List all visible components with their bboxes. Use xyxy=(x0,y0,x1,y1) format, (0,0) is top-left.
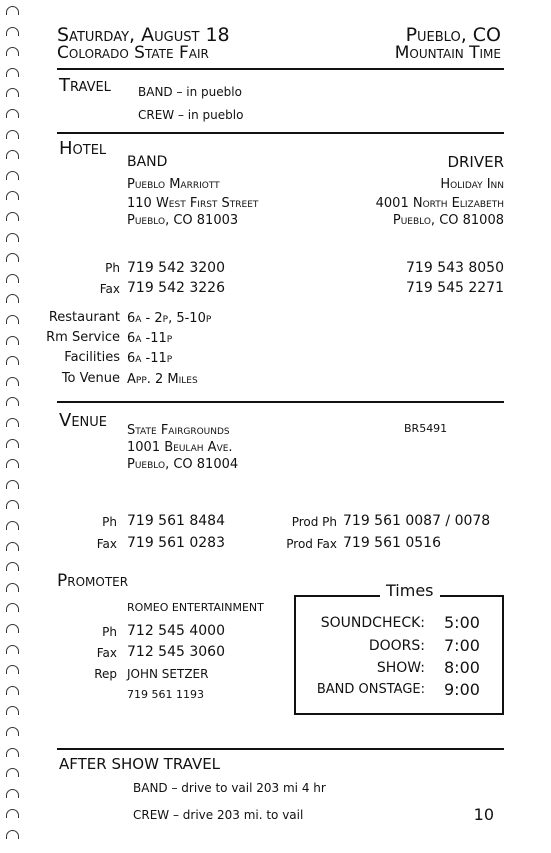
hotel-driver-phone: 719 543 8050 xyxy=(406,260,504,276)
spiral-ring xyxy=(6,150,19,159)
spiral-ring xyxy=(6,418,19,427)
spiral-ring xyxy=(6,6,19,15)
venue-prod-fax-label: Prod Fax xyxy=(286,537,337,551)
spiral-ring xyxy=(6,336,19,345)
promoter-fax: 712 545 3060 xyxy=(127,644,225,660)
spiral-ring xyxy=(6,212,19,221)
hotel-band-header: BAND xyxy=(127,154,168,170)
spiral-ring xyxy=(6,47,19,56)
hotel-rm-service-hours: 6a -11p xyxy=(127,331,173,346)
venue-title: Venue xyxy=(59,410,107,431)
hotel-band-fax: 719 542 3226 xyxy=(127,280,225,296)
spiral-ring xyxy=(6,727,19,736)
venue-prod-ph-label: Prod Ph xyxy=(291,515,337,529)
travel-crew: CREW – in pueblo xyxy=(138,108,244,122)
spiral-ring xyxy=(6,809,19,818)
spiral-ring xyxy=(6,397,19,406)
spiral-ring xyxy=(6,294,19,303)
venue-address: 1001 Beulah Ave. xyxy=(127,440,233,455)
travel-divider xyxy=(57,132,504,134)
spiral-ring xyxy=(6,253,19,262)
travel-title: Travel xyxy=(59,75,111,96)
band-onstage-label: BAND ONSTAGE: xyxy=(316,682,425,697)
hotel-driver-address: 4001 North Elizabeth xyxy=(375,196,504,211)
spiral-ring xyxy=(6,68,19,77)
header-date: Saturday, August 18 xyxy=(57,24,230,46)
spiral-ring xyxy=(6,830,19,839)
header-divider xyxy=(57,68,504,70)
hotel-band-phone: 719 542 3200 xyxy=(127,260,225,276)
spiral-ring xyxy=(6,480,19,489)
spiral-binding xyxy=(6,0,26,853)
page-number: 10 xyxy=(473,805,494,824)
soundcheck-time: 5:00 xyxy=(444,613,480,632)
header-timezone: Mountain Time xyxy=(394,43,501,63)
spiral-ring xyxy=(6,315,19,324)
spiral-ring xyxy=(6,624,19,633)
promoter-ph-label: Ph xyxy=(102,625,117,639)
hotel-to-venue-distance: App. 2 Miles xyxy=(127,372,198,387)
hotel-ph-label: Ph xyxy=(105,261,120,275)
times-title: Times xyxy=(380,583,440,599)
spiral-ring xyxy=(6,583,19,592)
header-event: Colorado State Fair xyxy=(57,43,209,63)
spiral-ring xyxy=(6,109,19,118)
spiral-ring xyxy=(6,88,19,97)
spiral-ring xyxy=(6,562,19,571)
promoter-phone: 712 545 4000 xyxy=(127,623,225,639)
venue-fax: 719 561 0283 xyxy=(127,535,225,551)
show-label: SHOW: xyxy=(376,660,425,676)
hotel-band-city: Pueblo, CO 81003 xyxy=(127,213,239,228)
hotel-driver-name: Holiday Inn xyxy=(440,177,504,192)
spiral-ring xyxy=(6,686,19,695)
hotel-title: Hotel xyxy=(59,138,107,159)
spiral-ring xyxy=(6,377,19,386)
doors-time: 7:00 xyxy=(444,636,480,655)
spiral-ring xyxy=(6,356,19,365)
after-show-band: BAND – drive to vail 203 mi 4 hr xyxy=(133,781,326,795)
travel-band: BAND – in pueblo xyxy=(138,85,242,99)
spiral-ring xyxy=(6,439,19,448)
spiral-ring xyxy=(6,233,19,242)
hotel-band-name: Pueblo Marriott xyxy=(127,177,220,192)
hotel-rm-service-label: Rm Service xyxy=(46,330,120,345)
hotel-driver-header: DRIVER xyxy=(447,153,504,171)
hotel-driver-fax: 719 545 2271 xyxy=(406,280,504,296)
hotel-divider xyxy=(57,401,504,403)
spiral-ring xyxy=(6,500,19,509)
venue-prod-phone: 719 561 0087 / 0078 xyxy=(343,513,491,529)
hotel-band-address: 110 West First Street xyxy=(127,196,259,211)
hotel-to-venue-label: To Venue xyxy=(61,371,120,386)
venue-code: BR5491 xyxy=(404,422,448,435)
band-onstage-time: 9:00 xyxy=(444,680,480,699)
promoter-divider xyxy=(57,748,504,750)
spiral-ring xyxy=(6,542,19,551)
spiral-ring xyxy=(6,706,19,715)
spiral-ring xyxy=(6,789,19,798)
hotel-facilities-label: Facilities xyxy=(64,350,120,365)
venue-phone: 719 561 8484 xyxy=(127,513,225,529)
soundcheck-label: SOUNDCHECK: xyxy=(320,615,425,631)
after-show-title: AFTER SHOW TRAVEL xyxy=(59,755,221,773)
promoter-rep-phone: 719 561 1193 xyxy=(127,688,204,701)
hotel-restaurant-label: Restaurant xyxy=(48,310,120,325)
spiral-ring xyxy=(6,768,19,777)
spiral-ring xyxy=(6,665,19,674)
spiral-ring xyxy=(6,748,19,757)
after-show-crew: CREW – drive 203 mi. to vail xyxy=(133,808,304,822)
venue-prod-fax: 719 561 0516 xyxy=(343,535,441,551)
spiral-ring xyxy=(6,171,19,180)
spiral-ring xyxy=(6,274,19,283)
spiral-ring xyxy=(6,521,19,530)
spiral-ring xyxy=(6,27,19,36)
spiral-ring xyxy=(6,603,19,612)
spiral-ring xyxy=(6,130,19,139)
venue-name: State Fairgrounds xyxy=(127,423,230,438)
spiral-ring xyxy=(6,459,19,468)
promoter-fax-label: Fax xyxy=(96,646,117,660)
promoter-rep: JOHN SETZER xyxy=(127,667,209,681)
show-time: 8:00 xyxy=(444,658,480,677)
promoter-title: Promoter xyxy=(57,571,129,591)
hotel-fax-label: Fax xyxy=(99,282,120,296)
venue-ph-label: Ph xyxy=(102,515,117,529)
venue-city: Pueblo, CO 81004 xyxy=(127,457,239,472)
header-city: Pueblo, CO xyxy=(405,24,501,46)
promoter-name: ROMEO ENTERTAINMENT xyxy=(127,601,264,614)
spiral-ring xyxy=(6,645,19,654)
hotel-facilities-hours: 6a -11p xyxy=(127,351,173,366)
hotel-restaurant-hours: 6a - 2p, 5-10p xyxy=(127,311,212,326)
spiral-ring xyxy=(6,191,19,200)
doors-label: DOORS: xyxy=(368,638,425,654)
venue-fax-label: Fax xyxy=(96,537,117,551)
hotel-driver-city: Pueblo, CO 81008 xyxy=(392,213,504,228)
promoter-rep-label: Rep xyxy=(94,667,117,681)
